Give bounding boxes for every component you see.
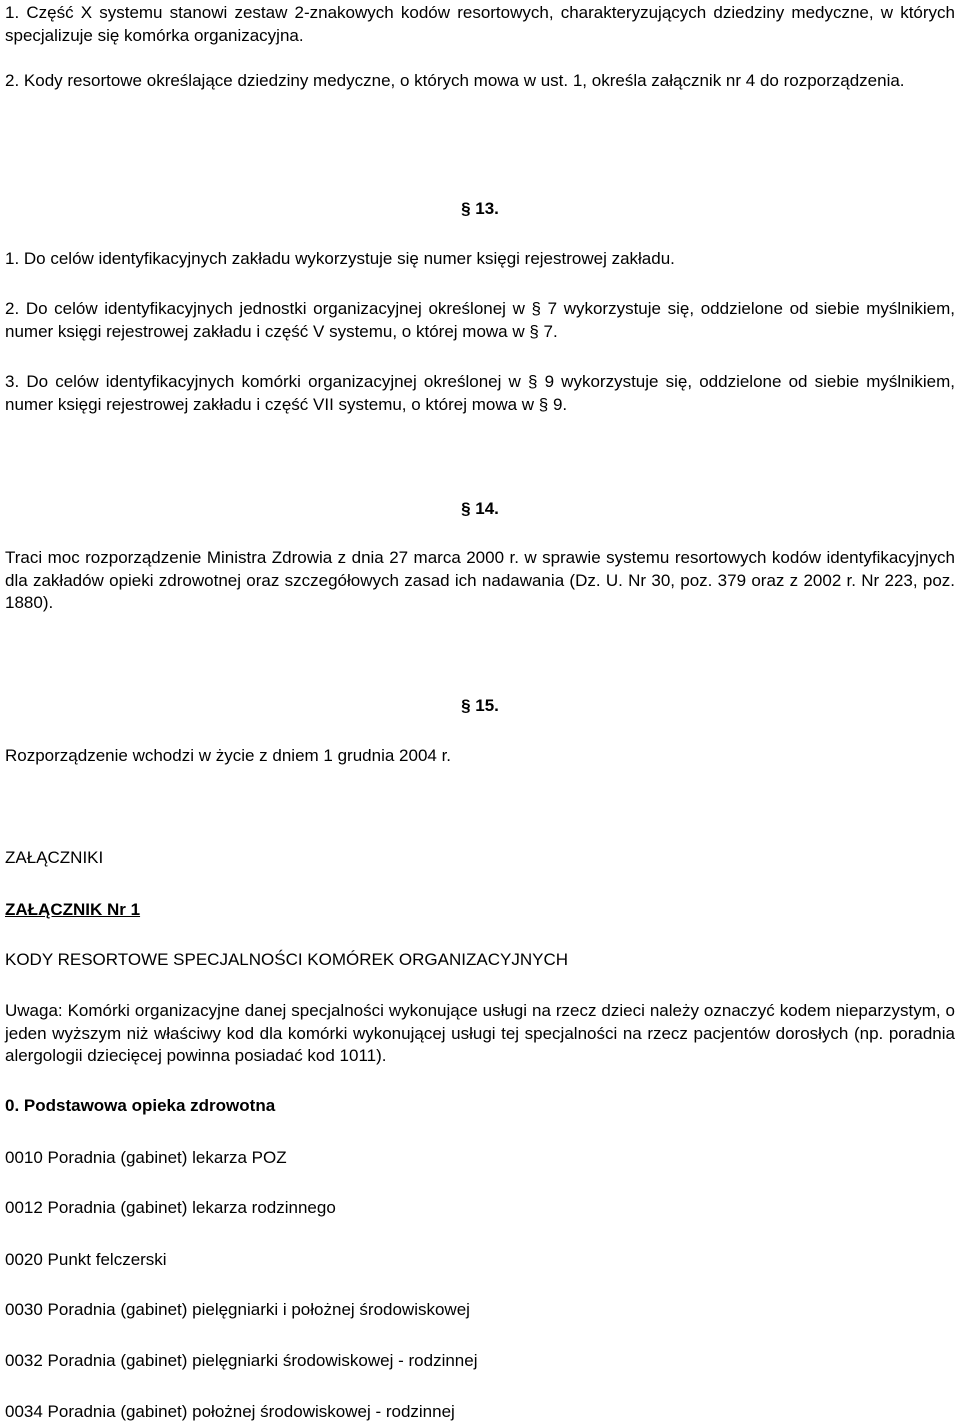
paragraph-13-3: 3. Do celów identyfikacyjnych komórki organizacyjnej określonej w § 9 wykorzystuje się, oddzielone od siebie myślnikiem, numer księgi rejestrowej zakładu i część VII systemu, o której mowa w § 9. xyxy=(5,372,955,414)
code-item: 0010 Poradnia (gabinet) lekarza POZ xyxy=(5,1148,287,1167)
section-heading-14: § 14. xyxy=(461,499,499,518)
paragraph-12-2: 2. Kody resortowe określające dziedziny medyczne, o których mowa w ust. 1, określa załącznik nr 4 do rozporządzenia. xyxy=(5,71,905,90)
code-item: 0012 Poradnia (gabinet) lekarza rodzinnego xyxy=(5,1198,336,1217)
section-heading-13: § 13. xyxy=(461,199,499,218)
codes-title: KODY RESORTOWE SPECJALNOŚCI KOMÓREK ORGANIZACYJNYCH xyxy=(5,950,568,969)
paragraph-15: Rozporządzenie wchodzi w życie z dniem 1 grudnia 2004 r. xyxy=(5,746,452,765)
code-item: 0032 Poradnia (gabinet) pielęgniarki środowiskowej - rodzinnej xyxy=(5,1351,478,1370)
code-item: 0034 Poradnia (gabinet) położnej środowiskowej - rodzinnej xyxy=(5,1402,455,1421)
code-item: 0030 Poradnia (gabinet) pielęgniarki i położnej środowiskowej xyxy=(5,1300,470,1319)
attachments-heading: ZAŁĄCZNIKI xyxy=(5,848,104,867)
section-0-heading: 0. Podstawowa opieka zdrowotna xyxy=(5,1096,276,1115)
attachment-1-heading: ZAŁĄCZNIK Nr 1 xyxy=(5,900,141,919)
paragraph-13-1: 1. Do celów identyfikacyjnych zakładu wykorzystuje się numer księgi rejestrowej zakładu. xyxy=(5,249,675,268)
paragraph-13-2: 2. Do celów identyfikacyjnych jednostki organizacyjnej określonej w § 7 wykorzystuje się, oddzielone od siebie myślnikiem, numer księgi rejestrowej zakładu i część V systemu, o której mowa w § 7. xyxy=(5,299,955,341)
note-paragraph: Uwaga: Komórki organizacyjne danej specjalności wykonujące usługi na rzecz dzieci należy oznaczyć kodem nieparzystym, o jeden wyższym niż właściwy kod dla komórki wykonującej usługi tej specjalności na rzecz pacjentów dorosłych (np. poradnia alergologii dziecięcej powinna posiadać kod 1011). xyxy=(5,1001,955,1065)
paragraph-14: Traci moc rozporządzenie Ministra Zdrowia z dnia 27 marca 2000 r. w sprawie systemu resortowych kodów identyfikacyjnych dla zakładów opieki zdrowotnej oraz szczegółowych zasad ich nadawania (Dz. U. Nr 30, poz. 379 oraz z 2002 r. Nr 223, poz. 1880). xyxy=(5,548,955,612)
paragraph-12-1: 1. Część X systemu stanowi zestaw 2-znakowych kodów resortowych, charakteryzujących dziedziny medyczne, w których specjalizuje się komórka organizacyjna. xyxy=(5,3,955,45)
code-item: 0020 Punkt felczerski xyxy=(5,1250,167,1269)
section-heading-15: § 15. xyxy=(461,696,499,715)
